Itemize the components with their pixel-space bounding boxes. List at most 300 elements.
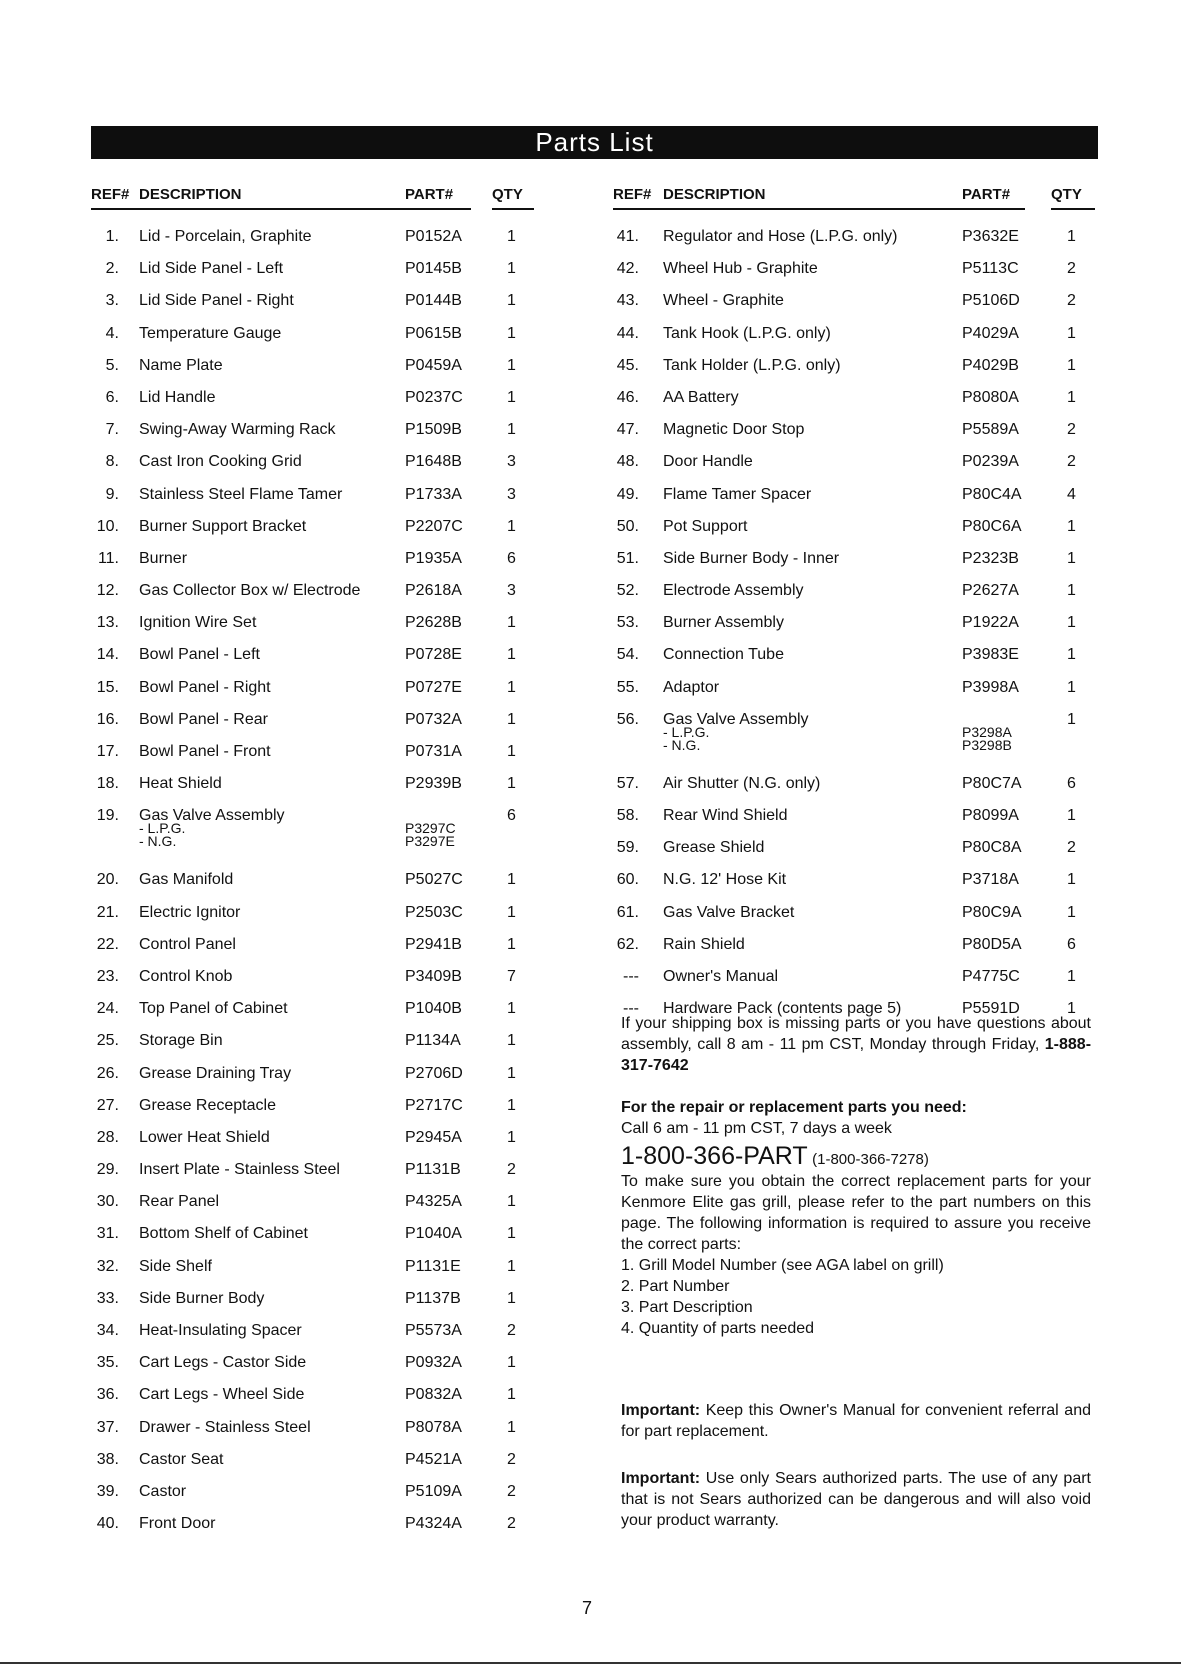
part-number: P2503C [405,903,463,921]
part-quantity: 7 [507,967,516,985]
part-number: P80C8A [962,839,1022,857]
ref-number: 13. [96,614,119,632]
part-description: Pot Support [663,517,748,535]
part-description: Side Shelf [139,1257,212,1275]
missing-parts-notice [621,1013,1091,1076]
part-quantity: 2 [1067,292,1076,310]
ref-number: 10. [96,517,119,535]
part-number: P4029A [962,324,1019,342]
table-row [91,452,581,484]
ref-number: 7. [105,421,119,439]
part-description: Grease Shield [663,839,765,857]
part-number: P8080A [962,388,1019,406]
footer-rule [0,1662,1181,1664]
ref-number: 5. [105,356,119,374]
part-quantity: 3 [507,582,516,600]
table-row [91,1160,581,1192]
part-description: Owner's Manual [663,967,779,985]
table-row [91,1353,581,1385]
part-number: P2618A [405,582,462,600]
table-row [91,549,581,581]
part-number: P4775C [962,967,1020,985]
part-quantity: 1 [507,678,516,696]
ref-number: 49. [616,485,639,503]
part-description: Gas Valve Assembly [139,807,285,825]
table-row [613,645,1101,677]
part-number: P1922A [962,614,1019,632]
table-row [613,903,1101,935]
part-quantity: 1 [507,260,516,278]
part-quantity: 1 [1067,967,1076,985]
table-row [613,420,1101,452]
part-description: Bowl Panel - Rear [139,710,268,728]
part-quantity: 1 [507,324,516,342]
missing-parts-phone: 1-888-317-7642 [621,1036,1092,1074]
table-row [91,678,581,710]
ref-number: 30. [96,1193,119,1211]
part-number: P1134A [405,1032,461,1050]
table-row [91,1450,581,1482]
page-title: Parts List [91,126,1098,159]
header-rule [613,208,1025,210]
part-number: P0832A [405,1386,462,1404]
part-description: Stainless Steel Flame Tamer [139,485,343,503]
table-row [91,1128,581,1160]
part-quantity: 1 [507,1096,516,1114]
important-text: Use only Sears authorized parts. The use of any part that is not Sears authorized can be dangerous and will also void your product warranty. [621,1470,1091,1529]
part-quantity: 3 [507,485,516,503]
part-description: Regulator and Hose (L.P.G. only) [663,228,898,245]
part-description: Cast Iron Cooking Grid [139,453,302,471]
part-quantity: 1 [1067,678,1076,696]
table-row [91,870,581,902]
part-number: P0728E [405,646,462,664]
header-ref: REF# [613,186,652,203]
part-quantity: 1 [507,646,516,664]
part-description: Side Burner Body [139,1289,265,1307]
table-row [91,259,581,291]
part-number: P1040A [405,1225,462,1243]
part-description: Grease Receptacle [139,1096,276,1114]
ref-number: 60. [616,871,639,889]
part-quantity: 1 [1067,549,1076,567]
part-quantity: 2 [507,1515,516,1533]
part-description: Control Knob [139,967,233,985]
part-quantity: 1 [507,1257,516,1275]
part-description: Lid Side Panel - Left [139,260,284,278]
table-row [91,356,581,388]
part-number: P0152A [405,228,462,245]
table-row [91,1321,581,1353]
part-description: Castor Seat [139,1450,224,1468]
parts-rows [613,227,1101,1031]
part-number: P1733A [405,485,462,503]
table-row [613,517,1101,549]
part-description: Control Panel [139,935,236,953]
header-rule [492,208,534,210]
table-row [91,967,581,999]
table-row [613,452,1101,484]
part-number: P5113C [962,260,1019,278]
table-row [613,324,1101,356]
ref-number: 9. [105,485,119,503]
part-quantity: 1 [507,935,516,953]
table-row [91,1224,581,1256]
ref-number: 21. [96,903,119,921]
part-number: P2207C [405,517,463,535]
required-info-item: 2. Part Number [621,1278,730,1295]
ref-number: 52. [616,582,639,600]
part-quantity: 1 [507,1418,516,1436]
variant-label: - L.P.G. [663,723,710,740]
variant-label: - N.G. [139,833,177,850]
part-number: P1509B [405,421,462,439]
part-description: Tank Hook (L.P.G. only) [663,324,831,342]
part-number: P2706D [405,1064,463,1082]
part-description: Swing-Away Warming Rack [139,421,336,439]
part-number: P0144B [405,292,462,310]
part-quantity: 1 [1067,710,1076,728]
part-quantity: 1 [1067,582,1076,600]
ref-number: 54. [616,646,639,664]
part-number: P4029B [962,356,1019,374]
table-row [91,581,581,613]
repair-heading: For the repair or replacement parts you need: [621,1099,967,1116]
part-number: P4325A [405,1193,462,1211]
part-quantity: 1 [507,517,516,535]
table-row [91,485,581,517]
part-description: Flame Tamer Spacer [663,485,812,503]
part-quantity: 1 [1067,646,1076,664]
ref-number: 47. [616,421,639,439]
table-row [613,485,1101,517]
table-row [613,967,1101,999]
part-quantity: 1 [507,421,516,439]
part-number: P5027C [405,871,463,889]
required-info-item: 1. Grill Model Number (see AGA label on grill) [621,1257,944,1274]
part-number: P1131E [405,1257,461,1275]
part-description: Front Door [139,1515,216,1533]
part-description: AA Battery [663,388,739,406]
ref-number: 4. [105,324,119,342]
table-row [613,388,1101,420]
part-number: P0731A [405,743,462,760]
part-quantity: 1 [507,356,516,374]
part-number: P5591D [962,1000,1020,1018]
part-quantity: 1 [1067,871,1076,889]
table-row [91,324,581,356]
part-quantity: 1 [1067,807,1076,824]
part-quantity: 1 [1067,517,1076,535]
part-description: Hardware Pack (contents page 5) [663,1000,902,1018]
ref-number: 25. [96,1032,119,1050]
part-number: P8099A [962,807,1019,824]
important-label: Important: [621,1402,701,1419]
part-number: P4324A [405,1515,462,1533]
part-quantity: 2 [1067,421,1076,439]
part-quantity: 1 [507,743,516,760]
ref-number: 28. [96,1128,119,1146]
table-row [91,1514,581,1546]
table-row [613,227,1101,259]
table-row [91,613,581,645]
part-description: Heat-Insulating Spacer [139,1322,302,1339]
table-row [613,838,1101,870]
part-number: P1935A [405,549,462,567]
variant-part-number: P3298A [962,723,1012,740]
part-description: Cart Legs - Castor Side [139,1354,307,1372]
part-number: P2939B [405,775,462,793]
part-number: P2628B [405,614,462,632]
part-description: Bowl Panel - Front [139,743,271,760]
table-row [91,388,581,420]
parts-table-right [613,186,1101,1018]
table-row [91,1418,581,1450]
ref-number: 42. [616,260,639,278]
part-quantity: 1 [507,1064,516,1082]
part-number: P2717C [405,1096,463,1114]
part-quantity: 1 [1067,614,1076,632]
table-row [613,678,1101,710]
part-number: P2323B [962,549,1019,567]
ref-number: 32. [96,1257,119,1275]
header-qty: QTY [492,186,523,203]
part-description: Electric Ignitor [139,903,241,921]
part-number: P1040B [405,1000,462,1018]
important-note-2 [621,1468,1091,1531]
part-description: Bottom Shelf of Cabinet [139,1225,308,1243]
table-row [91,1031,581,1063]
ref-number: 17. [96,743,119,760]
table-row [91,1064,581,1096]
header-ref: REF# [91,186,130,203]
ref-number: 33. [96,1289,119,1307]
repair-body: To make sure you obtain the correct replacement parts for your Kenmore Elite gas grill, please refer to the part numbers on this page. The following information is required to assure you receive the correct parts: [621,1173,1091,1253]
part-description: Burner [139,549,188,567]
header-qty: QTY [1051,186,1082,203]
part-description: Burner Assembly [663,614,784,632]
table-row [91,420,581,452]
part-description: Air Shutter (N.G. only) [663,774,821,792]
part-description: Gas Collector Box w/ Electrode [139,582,361,600]
ref-number: --- [623,967,639,985]
part-description: Lid Handle [139,388,216,406]
variant-label: - N.G. [663,736,701,753]
ref-number: 15. [96,678,119,696]
table-row [91,1096,581,1128]
ref-number: 35. [96,1354,119,1372]
part-number: P0727E [405,678,462,696]
part-quantity: 1 [507,1000,516,1018]
ref-number: 53. [616,614,639,632]
part-description: Electrode Assembly [663,582,804,600]
part-quantity: 2 [507,1482,516,1500]
part-description: Gas Manifold [139,871,234,889]
ref-number: 36. [96,1386,119,1404]
missing-parts-text: If your shipping box is missing parts or you have questions about assembly, call 8 am - 11 pm CST, Monday through Friday, [621,1015,1091,1053]
variant-part-number: P3297E [405,833,455,850]
table-row [91,806,581,870]
ref-number: 34. [96,1322,119,1339]
part-description: Tank Holder (L.P.G. only) [663,356,841,374]
table-header [613,186,1101,210]
part-description: Cart Legs - Wheel Side [139,1386,305,1404]
part-number: P3998A [962,678,1019,696]
part-quantity: 6 [1067,935,1076,953]
table-row [613,774,1101,806]
ref-number: 22. [96,935,119,953]
ref-number: 16. [96,710,119,728]
part-description: Insert Plate - Stainless Steel [139,1161,340,1179]
part-quantity: 1 [507,388,516,406]
part-description: Lower Heat Shield [139,1128,270,1146]
table-row [613,935,1101,967]
part-quantity: 1 [1067,903,1076,921]
part-quantity: 1 [1067,1000,1076,1018]
ref-number: 1. [105,228,119,245]
table-row [91,999,581,1031]
header-description: DESCRIPTION [139,186,242,203]
part-number: P0145B [405,260,462,278]
table-row [91,1257,581,1289]
part-description: Grease Draining Tray [139,1064,292,1082]
header-description: DESCRIPTION [663,186,766,203]
variant-part-number: P3297C [405,820,456,837]
part-quantity: 6 [507,549,516,567]
part-quantity: 1 [507,1386,516,1404]
part-number: P2941B [405,935,462,953]
part-quantity: 1 [1067,388,1076,406]
part-quantity: 1 [507,228,516,245]
table-row [613,581,1101,613]
part-number: P0237C [405,388,463,406]
ref-number: 39. [96,1482,119,1500]
part-description: Bowl Panel - Right [139,678,271,696]
part-number: P80C7A [962,774,1022,792]
table-row [91,1192,581,1224]
table-row [91,1289,581,1321]
part-quantity: 1 [1067,228,1076,245]
part-quantity: 1 [507,871,516,889]
required-info-list [621,1255,1091,1339]
table-row [613,710,1101,774]
part-description: Lid Side Panel - Right [139,292,294,310]
ref-number: 19. [96,807,119,825]
table-row [91,1385,581,1417]
part-number: P2945A [405,1128,462,1146]
part-number: P1137B [405,1289,461,1307]
table-row [613,870,1101,902]
part-quantity: 1 [507,1289,516,1307]
part-description: Magnetic Door Stop [663,421,805,439]
part-quantity: 2 [507,1322,516,1339]
table-row [91,903,581,935]
part-description: Ignition Wire Set [139,614,257,632]
header-rule [91,208,471,210]
repair-hours: Call 6 am - 11 pm CST, 7 days a week [621,1120,892,1137]
part-quantity: 1 [507,1225,516,1243]
ref-number: 20. [96,871,119,889]
part-number: P80C4A [962,485,1022,503]
part-description: Storage Bin [139,1032,223,1050]
part-quantity: 3 [507,453,516,471]
part-description: Gas Valve Bracket [663,903,795,921]
ref-number: 51. [616,549,639,567]
part-quantity: 2 [507,1161,516,1179]
part-quantity: 1 [507,1128,516,1146]
part-description: Heat Shield [139,775,222,793]
ref-number: 29. [96,1161,119,1179]
part-description: Rear Wind Shield [663,807,788,824]
repair-phone: 1-800-366-PART [621,1142,808,1170]
ref-number: 48. [616,453,639,471]
part-quantity: 4 [1067,485,1076,503]
part-quantity: 1 [507,292,516,310]
ref-number: 3. [105,292,119,310]
ref-number: 12. [96,582,119,600]
ref-number: 46. [616,388,639,406]
parts-rows [91,227,581,1546]
part-number: P3632E [962,228,1019,245]
part-quantity: 2 [1067,260,1076,278]
header-part: PART# [962,186,1011,203]
header-part: PART# [405,186,454,203]
ref-number: 38. [96,1450,119,1468]
table-row [91,291,581,323]
ref-number: 11. [97,549,119,567]
part-description: Rain Shield [663,935,745,953]
part-quantity: 2 [1067,839,1076,857]
table-row [91,645,581,677]
part-number: P0732A [405,710,462,728]
ref-number: 24. [96,1000,119,1018]
table-row [91,227,581,259]
ref-number: 50. [616,517,639,535]
table-row [613,549,1101,581]
part-number: P3983E [962,646,1019,664]
part-number: P2627A [962,582,1019,600]
ref-number: 40. [96,1515,119,1533]
ref-number: 56. [616,710,639,728]
table-row [91,710,581,742]
part-number: P5573A [405,1322,462,1339]
part-description: Rear Panel [139,1193,220,1211]
important-note-1 [621,1400,1091,1442]
ref-number: 37. [96,1418,119,1436]
page-number: 7 [582,1598,593,1618]
part-quantity: 1 [507,775,516,793]
part-number: P0239A [962,453,1019,471]
ref-number: 23. [96,967,119,985]
table-row [91,742,581,774]
ref-number: 62. [616,935,639,953]
ref-number: 14. [96,646,119,664]
part-number: P80C9A [962,903,1022,921]
part-description: Connection Tube [663,646,784,664]
important-text: Keep this Owner's Manual for convenient referral and for part replacement. [621,1402,1091,1440]
part-quantity: 1 [507,903,516,921]
part-number: P5109A [405,1482,462,1500]
ref-number: 31. [96,1225,119,1243]
ref-number: 58. [616,807,639,824]
table-row [613,291,1101,323]
required-info-item: 4. Quantity of parts needed [621,1320,815,1337]
ref-number: --- [623,1000,639,1018]
part-description: Name Plate [139,356,223,374]
part-quantity: 1 [507,1354,516,1372]
ref-number: 8. [105,453,119,471]
table-header [91,186,581,210]
